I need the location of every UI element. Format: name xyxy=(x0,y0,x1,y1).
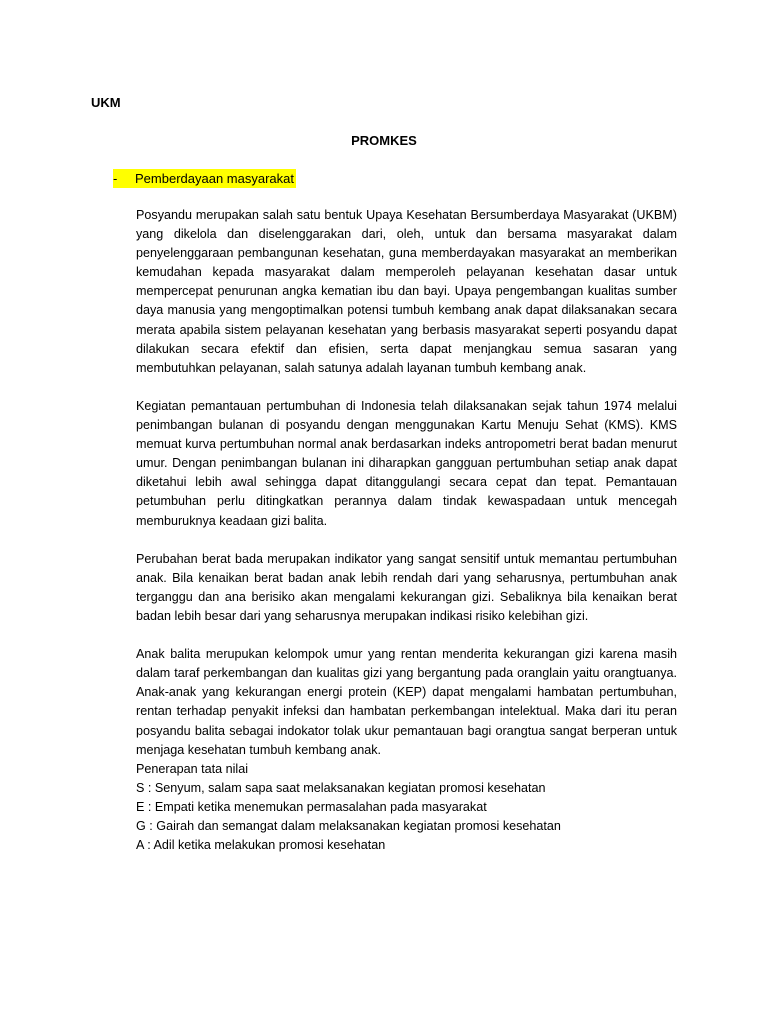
document-body xyxy=(136,206,677,855)
paragraph-posyandu: Posyandu merupakan salah satu bentuk Upaya Kesehatan Bersumberdaya Masyarakat (UKBM) yang dikelola dan diselenggarakan dari, oleh, untuk dan bersama masyarakat dalam penyelenggaraan pembangunan kesehatan, guna memberdayakan masyarakat an memberikan kemudahan kepada masyarakat dalam memperoleh pelayanan kesehatan dasar untuk mempercepat penurunan angka kematian ibu dan bayi. Upaya pengembangan kualitas sumber daya manusia yang mengoptimalkan potensi tumbuh kembang anak dapat dilaksanakan secara merata apabila sistem pelayanan kesehatan yang berbasis masyarakat seperti posyandu dapat dilakukan secara efektif dan efisien, serta dapat menjangkau semua sasaran yang membutuhkan pelayanan, salah satunya adalah layanan tumbuh kembang anak. xyxy=(136,208,677,375)
highlighted-bullet xyxy=(113,169,296,188)
bullet-heading: Pemberdayaan masyarakat xyxy=(135,170,294,186)
value-item-a: A : Adil ketika melakukan promosi kesehatan xyxy=(136,838,386,853)
bullet-marker: - xyxy=(113,170,118,186)
paragraph-pemantauan: Kegiatan pemantauan pertumbuhan di Indonesia telah dilaksanakan sejak tahun 1974 melalui penimbangan bulanan di posyandu dengan menggunakan Kartu Menuju Sehat (KMS). KMS memuat kurva pertumbuhan normal anak berdasarkan indeks antropometri berat badan menurut umur. Dengan penimbangan bulanan ini diharapkan gangguan pertumbuhan setiap anak dapat diketahui lebih awal sehingga dapat ditanggulangi secara cepat dan tepat. Pemantauan petumbuhan perlu ditingkatkan perannya dalam tindak kewaspadaan untuk mencegah memburuknya keadaan gizi balita. xyxy=(136,398,677,528)
section-label: UKM xyxy=(91,95,121,110)
page-title xyxy=(0,132,768,150)
paragraph-anak-balita: Anak balita merupukan kelompok umur yang rentan menderita kekurangan gizi karena masih dalam taraf perkembangan dan kualitas gizi yang bergantung pada oranglain yaitu orangtuanya. Anak-anak yang kekurangan energi protein (KEP) dapat mengalami hambatan pertumbuhan, rentan terhadap penyakit infeksi dan hambatan perkembangan intelektual. Maka dari itu peran posyandu balita sebagai indokator tolak ukur pemantauan bagi orangtua sangat berperan untuk menjaga kesehatan tumbuh kembang anak. xyxy=(136,647,677,757)
value-item-e: E : Empati ketika menemukan permasalahan pada masyarakat xyxy=(136,799,487,814)
value-item-g: G : Gairah dan semangat dalam melaksanakan kegiatan promosi kesehatan xyxy=(136,819,561,833)
paragraph-perubahan-berat: Perubahan berat bada merupakan indikator yang sangat sensitif untuk memantau pertumbuhan anak. Bila kenaikan berat badan anak lebih rendah dari yang seharusnya, pertumbuhan anak terganggu dan ana berisiko akan mengalami kekurangan gizi. Sebaliknya bila kenaikan berat badan lebih besar dari yang seharusnya merupakan indikasi risiko kelebihan gizi. xyxy=(136,551,677,623)
page-title-text: PROMKES xyxy=(351,133,417,148)
value-item-s: S : Senyum, salam sapa saat melaksanakan kegiatan promosi kesehatan xyxy=(136,780,546,795)
values-heading: Penerapan tata nilai xyxy=(136,761,249,776)
